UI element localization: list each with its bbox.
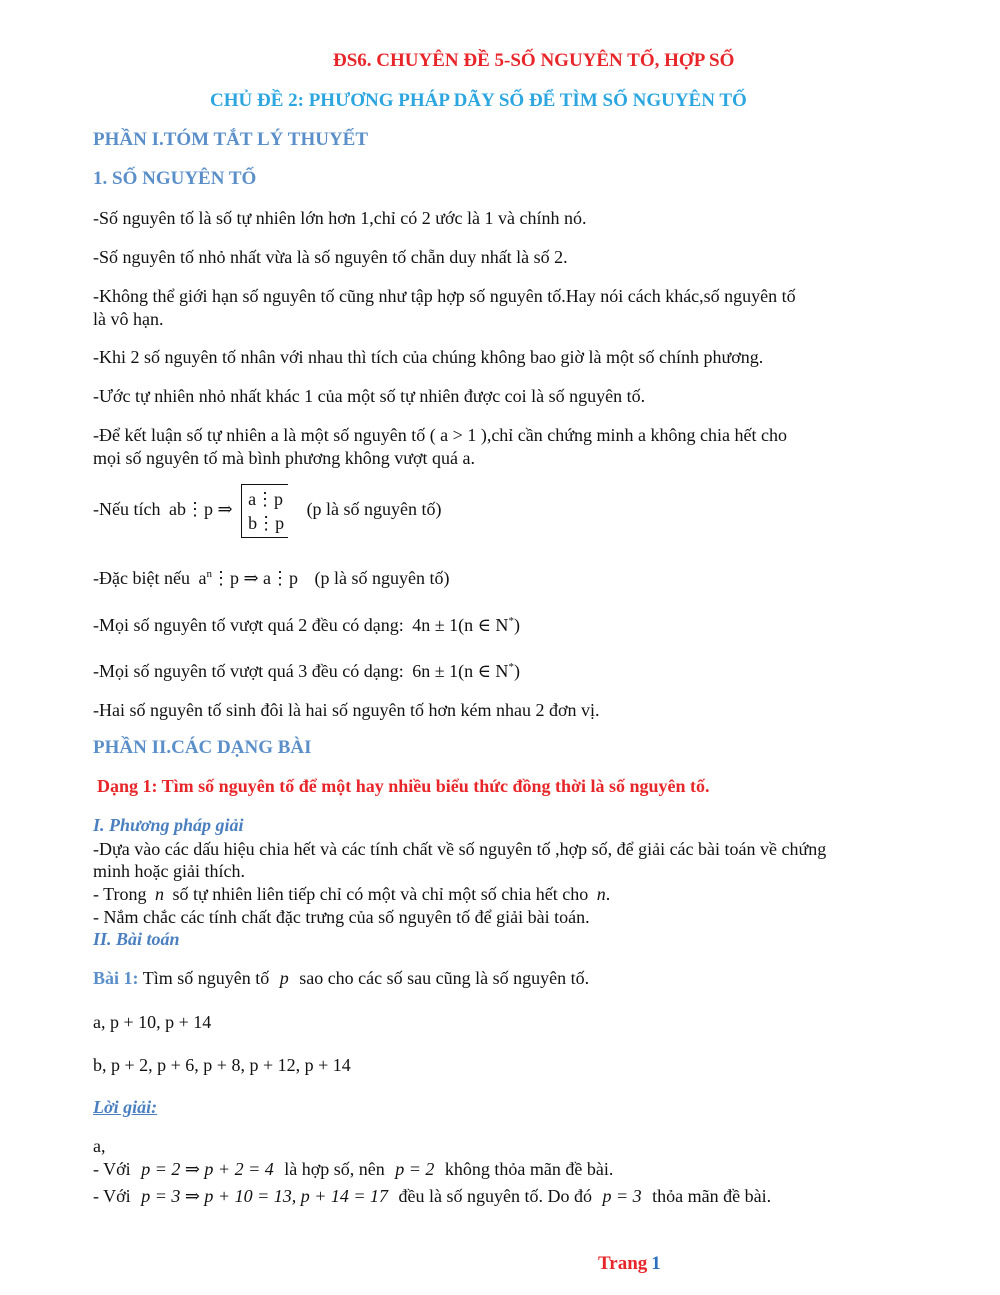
form-6n (93, 656, 520, 683)
dang1-heading: Dạng 1: Tìm số nguyên tố để một hay nhiều biểu thức đồng thời là số nguyên tố. (97, 776, 710, 796)
method-item-1: -Dựa vào các dấu hiệu chia hết và các tính chất về số nguyên tố ,hợp số, để giải các bài toán về chứng (93, 839, 827, 859)
product-rule-prefix: -Nếu tích (93, 499, 161, 520)
power-rule-rest: ⋮p ⇒ a⋮p (211, 568, 299, 588)
solution-line-2-b: đều là số nguyên tố. Do đó (398, 1186, 592, 1206)
solution-line-1-b: là hợp số, nên (284, 1159, 385, 1179)
form-6n-close: ) (513, 661, 520, 681)
document-subtitle: CHỦ ĐỀ 2: PHƯƠNG PHÁP DÃY SỐ ĐỂ TÌM SỐ NGUYÊN TỐ (210, 90, 747, 111)
product-rule-case-a: a⋮p (248, 489, 284, 509)
solution-line-2-expr: p = 3 ⇒ p + 10 = 13, p + 14 = 17 (141, 1186, 389, 1206)
solution-line-2-c: thỏa mãn đề bài. (652, 1186, 772, 1206)
twin-primes: -Hai số nguyên tố sinh đôi là hai số nguyên tố hơn kém nhau 2 đơn vị. (93, 700, 600, 720)
document-title: ĐS6. CHUYÊN ĐỀ 5-SỐ NGUYÊN TỐ, HỢP SỐ (333, 50, 735, 71)
product-rule (93, 484, 442, 538)
solution-line-1-expr2: p = 2 (395, 1159, 435, 1179)
solution-line-2 (93, 1185, 771, 1208)
form-4n-sup: * (508, 615, 514, 627)
theory-item-4: -Khi 2 số nguyên tố nhân với nhau thì tích của chúng không bao giờ là một số chính phương. (93, 347, 764, 367)
part1-heading: PHẦN I.TÓM TẮT LÝ THUYẾT (93, 129, 369, 150)
page-number: 1 (651, 1253, 661, 1274)
bai1-label: Bài 1: (93, 968, 139, 988)
form-6n-expr-main: 6n ± 1(n ∈ N (412, 661, 509, 681)
problems-heading: II. Bài toán (93, 929, 180, 949)
part1-subheading: 1. SỐ NGUYÊN TỐ (93, 168, 257, 189)
product-rule-case-b: b⋮p (248, 513, 285, 533)
theory-item-2: -Số nguyên tố nhỏ nhất vừa là số nguyên tố chẵn duy nhất là số 2. (93, 247, 568, 267)
solution-a-label: a, (93, 1136, 106, 1156)
bai1-statement (93, 967, 589, 990)
theory-item-6: -Để kết luận số tự nhiên a là một số nguyên tố ( a > 1 ),chỉ cần chứng minh a không chia hết cho (93, 425, 787, 445)
method-item-2 (93, 883, 610, 906)
method-n-text-c: . (605, 884, 611, 904)
power-rule-base: a (198, 568, 207, 588)
method-n-text-a: - Trong (93, 884, 147, 904)
theory-item-5: -Ước tự nhiên nhỏ nhất khác 1 của một số tự nhiên được coi là số nguyên tố. (93, 386, 646, 406)
theory-item-3-cont: là vô hạn. (93, 309, 164, 329)
page-footer (598, 1253, 661, 1275)
product-rule-note: (p là số nguyên tố) (306, 499, 442, 520)
form-6n-expr (412, 661, 520, 681)
bai1-var: p (279, 968, 289, 988)
product-rule-expr: ab⋮p ⇒ (168, 499, 233, 520)
method-item-1-cont: minh hoặc giải thích. (93, 861, 245, 881)
bai1-part-a: a, p + 10, p + 14 (93, 1012, 212, 1032)
footer-label: Trang (598, 1253, 648, 1274)
form-6n-sup: * (508, 661, 514, 673)
method-heading: I. Phương pháp giải (93, 815, 244, 835)
power-rule-expr (198, 568, 298, 588)
part2-heading: PHẦN II.CÁC DẠNG BÀI (93, 737, 312, 758)
power-rule-note: (p là số nguyên tố) (314, 568, 450, 588)
theory-item-6-cont: mọi số nguyên tố mà bình phương không vượt quá a. (93, 448, 476, 468)
form-4n-expr (412, 615, 520, 635)
form-4n-close: ) (513, 615, 520, 635)
form-6n-text: -Mọi số nguyên tố vượt quá 3 đều có dạng: (93, 661, 404, 681)
solution-line-2-a: - Với (93, 1186, 131, 1206)
product-rule-cases (241, 484, 288, 538)
solution-line-1-expr: p = 2 ⇒ p + 2 = 4 (141, 1159, 274, 1179)
bai1-text-b: sao cho các số sau cũng là số nguyên tố. (299, 968, 590, 988)
solution-line-1 (93, 1158, 613, 1181)
form-4n-expr-main: 4n ± 1(n ∈ N (412, 615, 509, 635)
power-rule (93, 563, 450, 590)
method-n-text-b: số tự nhiên liên tiếp chỉ có một và chỉ một số chia hết cho (172, 884, 589, 904)
method-n-var-2: n (596, 884, 606, 904)
solution-heading: Lời giải: (93, 1097, 158, 1117)
bai1-part-b: b, p + 2, p + 6, p + 8, p + 12, p + 14 (93, 1055, 351, 1075)
method-item-3: - Nắm chắc các tính chất đặc trưng của số nguyên tố để giải bài toán. (93, 907, 590, 927)
solution-line-1-c: không thỏa mãn đề bài. (444, 1159, 614, 1179)
form-4n-text: -Mọi số nguyên tố vượt quá 2 đều có dạng: (93, 615, 404, 635)
theory-item-1: -Số nguyên tố là số tự nhiên lớn hơn 1,chỉ có 2 ước là 1 và chính nó. (93, 208, 587, 228)
solution-line-1-a: - Với (93, 1159, 131, 1179)
power-rule-exponent: n (206, 568, 212, 580)
form-4n (93, 610, 520, 637)
solution-line-2-expr2: p = 3 (602, 1186, 642, 1206)
bai1-text-a: Tìm số nguyên tố (142, 968, 270, 988)
method-n-var-1: n (155, 884, 165, 904)
power-rule-prefix: -Đặc biệt nếu (93, 568, 190, 588)
theory-item-3: -Không thể giới hạn số nguyên tố cũng như tập hợp số nguyên tố.Hay nói cách khác,số nguyên tố (93, 286, 796, 306)
